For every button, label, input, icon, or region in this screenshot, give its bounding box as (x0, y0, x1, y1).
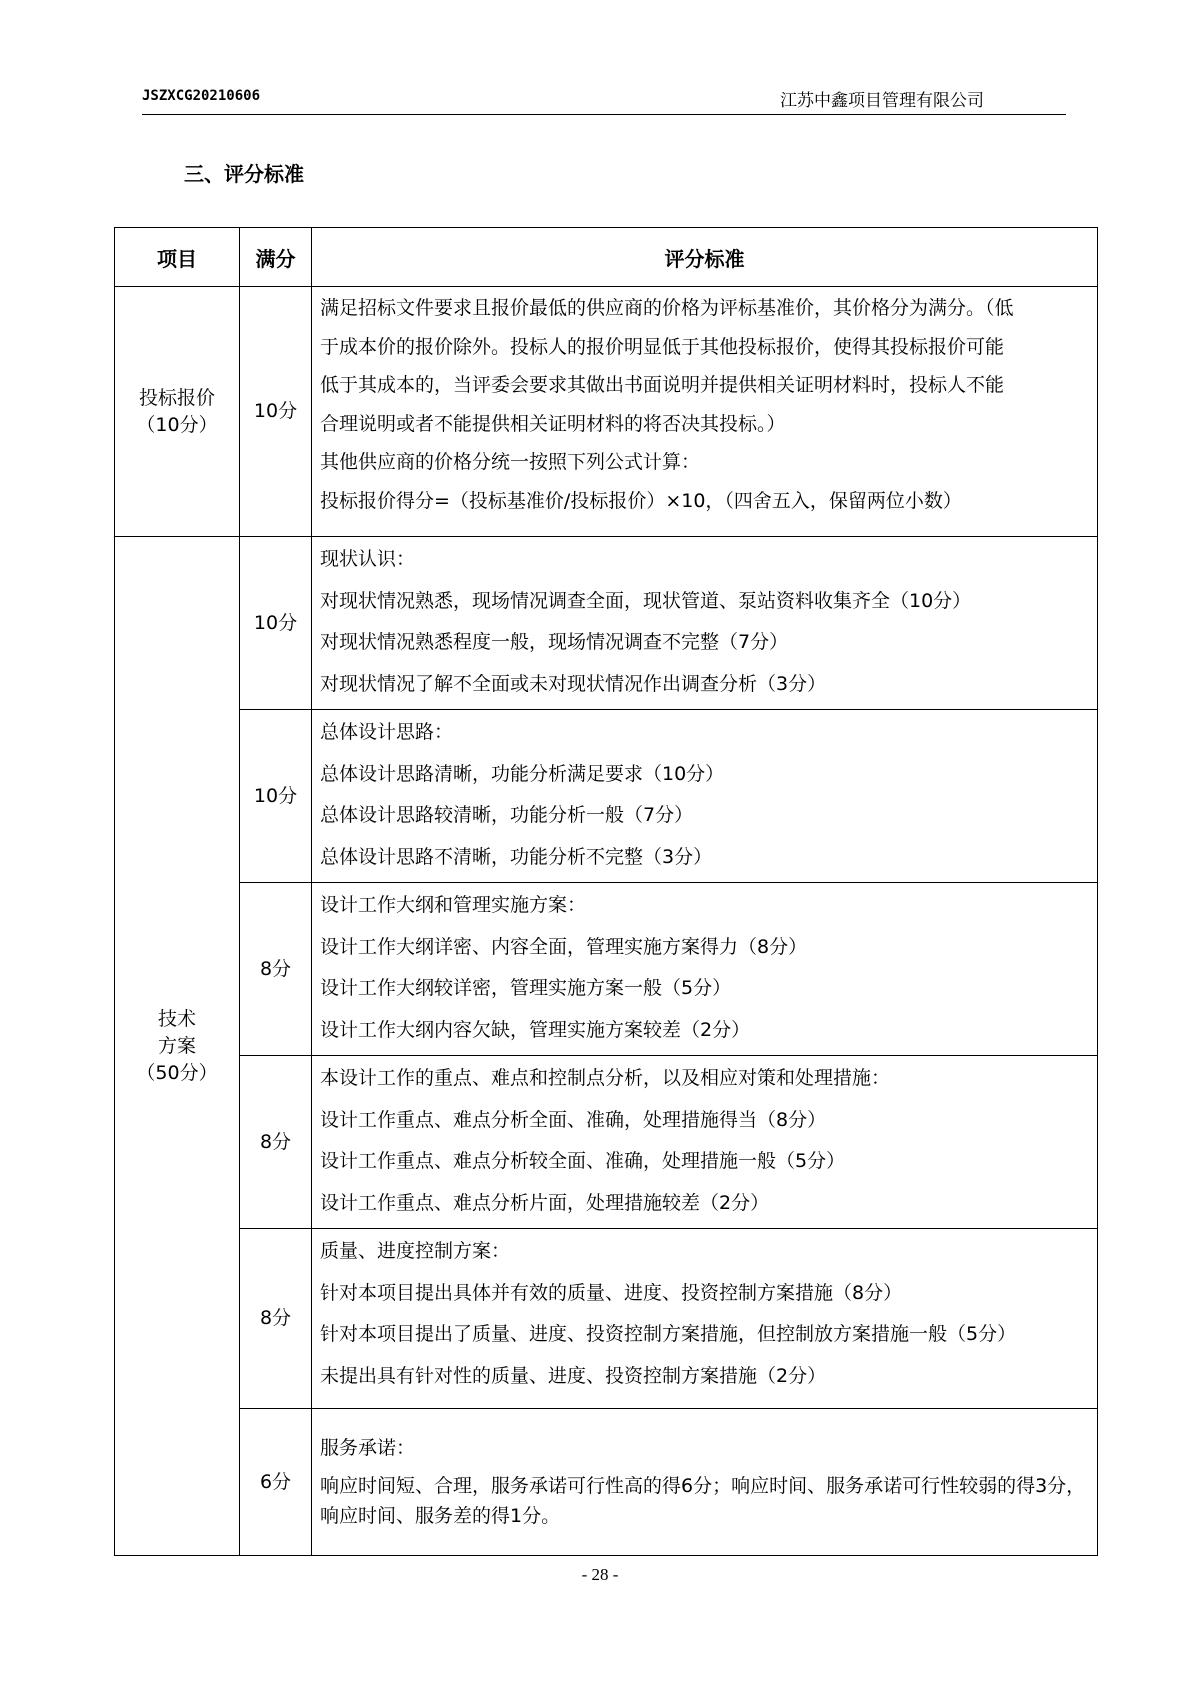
criteria-cell (312, 1229, 1098, 1409)
score-cell: 8分 (240, 1056, 312, 1229)
header-criteria: 评分标准 (312, 228, 1098, 287)
criteria-cell (312, 1056, 1098, 1229)
score-cell: 10分 (240, 287, 312, 537)
criteria-line: 低于其成本的，当评委会要求其做出书面说明并提供相关证明材料时，投标人不能 (320, 374, 1005, 396)
criteria-line: 针对本项目提出了质量、进度、投资控制方案措施，但控制放方案措施一般（5分） (320, 1323, 1017, 1345)
item-cell-price (115, 287, 240, 537)
header-item: 项目 (115, 228, 240, 287)
criteria-line: 合理说明或者不能提供相关证明材料的将否决其投标。） (320, 412, 786, 435)
criteria-line: 本设计工作的重点、难点和控制点分析，以及相应对策和处理措施： (320, 1067, 891, 1089)
criteria-cell (312, 883, 1098, 1056)
header-full-score: 满分 (240, 228, 312, 287)
criteria-line: 总体设计思路较清晰，功能分析一般（7分） (320, 804, 694, 826)
table-row-tech-4 (115, 1056, 1098, 1229)
item-total: （50分） (136, 1061, 218, 1084)
item-name: 技术 (157, 1007, 196, 1030)
criteria-line: 其他供应商的价格分统一按照下列公式计算： (320, 451, 701, 473)
criteria-line: 针对本项目提出具体并有效的质量、进度、投资控制方案措施（8分） (320, 1281, 903, 1304)
criteria-line: 设计工作大纲内容欠缺，管理实施方案较差（2分） (320, 1018, 751, 1041)
table-header-row (115, 228, 1098, 287)
criteria-paragraph: 响应时间短、合理，服务承诺可行性高的得6分；响应时间、服务承诺可行性较弱的得3分，响应时间、服务差的得1分。 (320, 1475, 1086, 1527)
criteria-line: 投标报价得分=（投标基准价/投标报价）×10，（四舍五入，保留两位小数） (320, 489, 962, 512)
criteria-line: 质量、进度控制方案： (320, 1240, 511, 1262)
criteria-line: 服务承诺： (320, 1437, 416, 1459)
criteria-line: 设计工作重点、难点分析片面，处理措施较差（2分） (320, 1191, 770, 1214)
criteria-line: 未提出具有针对性的质量、进度、投资控制方案措施（2分） (320, 1364, 827, 1387)
criteria-cell (312, 1409, 1098, 1556)
criteria-cell (312, 537, 1098, 710)
document-code: JSZXCG20210606 (142, 88, 261, 104)
item-total: （10分） (136, 413, 218, 436)
criteria-line: 总体设计思路清晰，功能分析满足要求（10分） (320, 762, 725, 785)
table-row-tech-1 (115, 537, 1098, 710)
criteria-line: 设计工作大纲详密、内容全面，管理实施方案得力（8分） (320, 935, 808, 958)
score-cell: 6分 (240, 1409, 312, 1556)
criteria-cell (312, 287, 1098, 537)
page-number: - 28 - (581, 1565, 619, 1584)
score-cell: 10分 (240, 537, 312, 710)
criteria-line: 总体设计思路不清晰，功能分析不完整（3分） (320, 845, 713, 868)
criteria-line: 设计工作重点、难点分析较全面、准确，处理措施一般（5分） (320, 1150, 846, 1172)
table-row-price (115, 287, 1098, 537)
item-name: 投标报价 (138, 386, 215, 409)
criteria-line: 设计工作大纲和管理实施方案： (320, 894, 587, 916)
score-cell: 8分 (240, 1229, 312, 1409)
page-header (142, 86, 1066, 115)
criteria-line: 满足招标文件要求且报价最低的供应商的价格为评标基准价，其价格分为满分。（低 (320, 297, 1014, 319)
score-cell: 8分 (240, 883, 312, 1056)
section-title: 三、评分标准 (184, 162, 304, 186)
criteria-line: 对现状情况熟悉程度一般，现场情况调查不完整（7分） (320, 631, 789, 653)
item-name: 方案 (157, 1034, 196, 1057)
scoring-table (114, 227, 1098, 1556)
table-row-tech-3 (115, 883, 1098, 1056)
criteria-line: 总体设计思路： (320, 721, 454, 743)
criteria-line: 于成本价的报价除外。投标人的报价明显低于其他投标报价，使得其投标报价可能 (320, 335, 1005, 358)
criteria-line: 现状认识： (320, 548, 416, 570)
company-name: 江苏中鑫项目管理有限公司 (780, 91, 984, 111)
criteria-line: 设计工作大纲较详密，管理实施方案一般（5分） (320, 977, 732, 999)
criteria-line: 对现状情况熟悉，现场情况调查全面，现状管道、泵站资料收集齐全（10分） (320, 589, 972, 612)
item-cell-tech (115, 537, 240, 1556)
criteria-line: 设计工作重点、难点分析全面、准确，处理措施得当（8分） (320, 1108, 827, 1131)
score-cell: 10分 (240, 710, 312, 883)
table-row-tech-6 (115, 1409, 1098, 1556)
table-row-tech-2 (115, 710, 1098, 883)
criteria-cell (312, 710, 1098, 883)
table-row-tech-5 (115, 1229, 1098, 1409)
criteria-line: 对现状情况了解不全面或未对现状情况作出调查分析（3分） (320, 672, 827, 695)
